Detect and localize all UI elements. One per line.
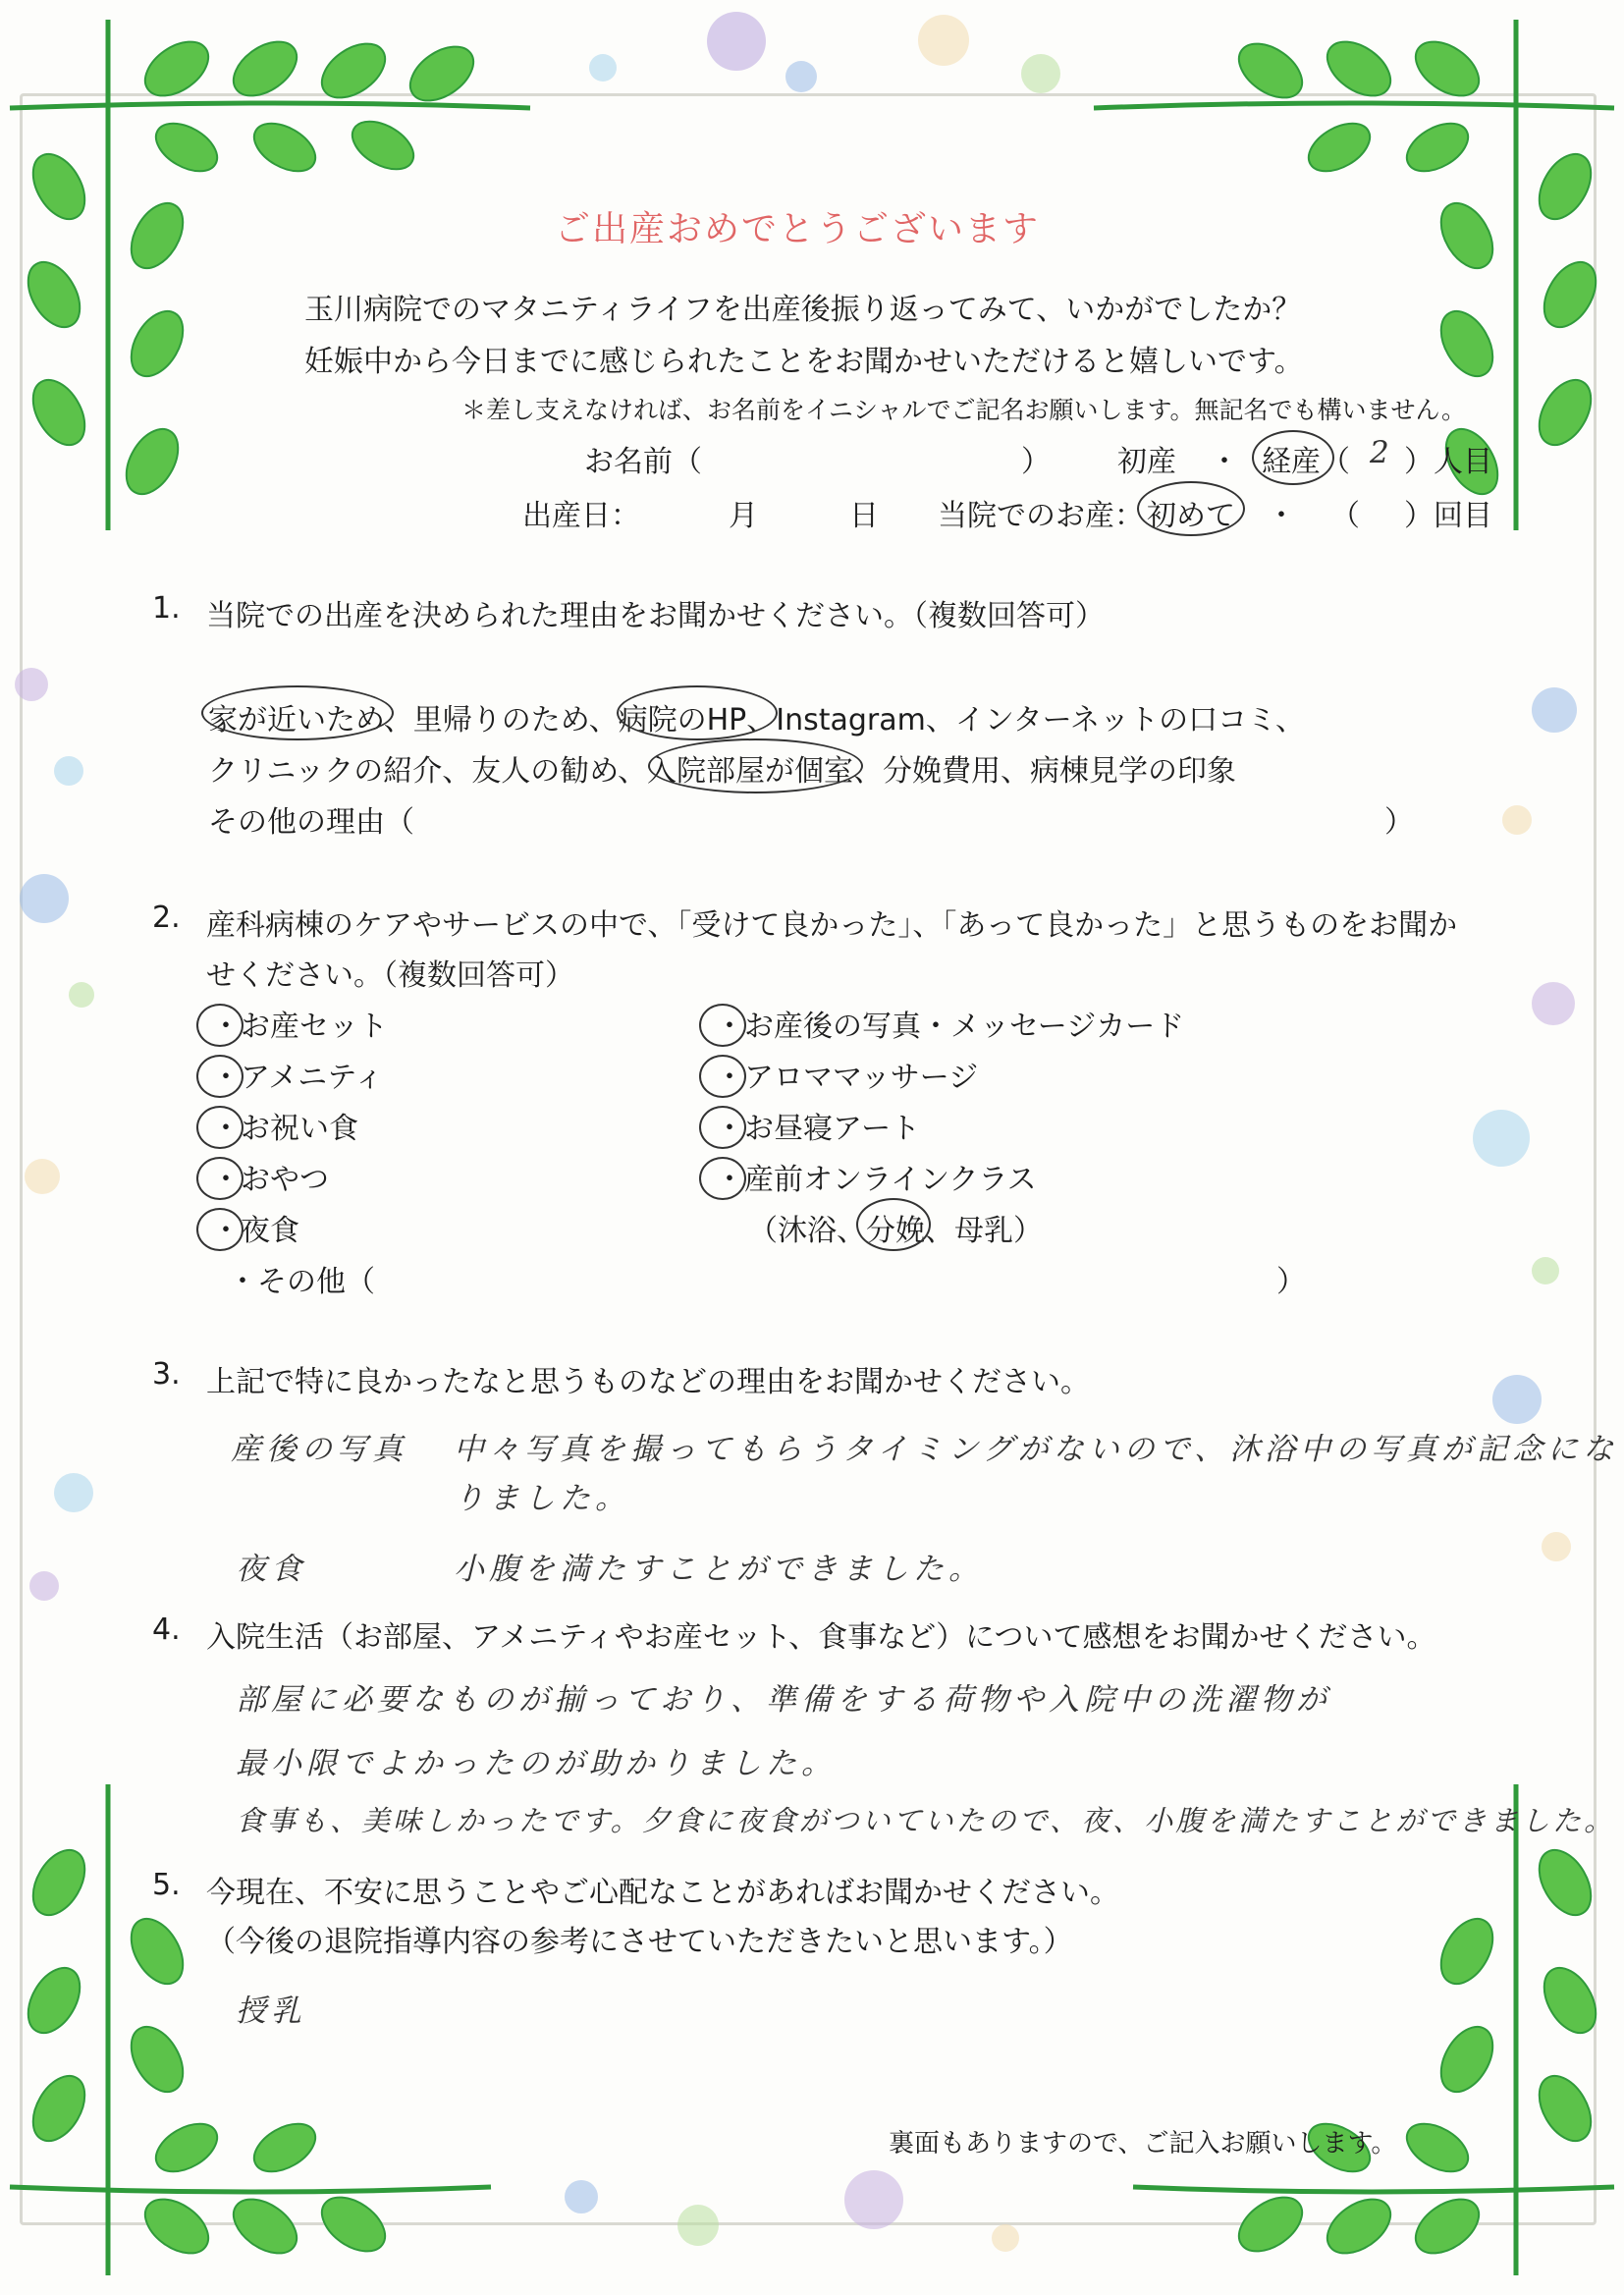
q2-option-celebration-meal[interactable]: ・お祝い食 xyxy=(211,1112,358,1146)
q2-option-nap-art[interactable]: ・お昼寝アート xyxy=(715,1112,921,1146)
q4-answer-3: 食事も、美味しかったです。夕食に夜食がついていたので、夜、小腹を満たすことができました。 xyxy=(236,1804,1616,1837)
option-separator: ・ xyxy=(1210,445,1239,479)
q2-option-amenity[interactable]: ・アメニティ xyxy=(211,1061,384,1095)
q3-number: 3. xyxy=(152,1357,181,1392)
q2-check-photo-card xyxy=(699,1004,746,1047)
multipara-circle-mark xyxy=(1252,430,1334,485)
name-close: ） xyxy=(1021,445,1051,479)
q2-check-nap-art xyxy=(699,1106,746,1149)
q4-number: 4. xyxy=(152,1612,181,1647)
q5-question-line-1: 今現在、不安に思うことやご心配なことがあればお聞かせください。 xyxy=(206,1876,1119,1910)
q1-circle-hospital-hp xyxy=(617,685,778,740)
q2-option-night-meal[interactable]: ・夜食 xyxy=(211,1214,299,1248)
q3-item-1: 産後の写真 xyxy=(231,1432,407,1467)
q3-question: 上記で特に良かったなと思うものなどの理由をお聞かせください。 xyxy=(206,1365,1090,1399)
q1-other-label: その他の理由（ xyxy=(208,805,414,840)
q2-option-online-class[interactable]: ・産前オンラインクラス xyxy=(715,1163,1037,1197)
q5-question-line-2: （今後の退院指導内容の参考にさせていただきたいと思います。） xyxy=(206,1925,1073,1959)
q4-answer-1: 部屋に必要なものが揃っており、準備をする荷物や入院中の洗濯物が xyxy=(236,1682,1331,1718)
q5-answer: 授乳 xyxy=(236,1994,306,2029)
q5-number: 5. xyxy=(152,1868,181,1902)
q1-circle-private-room xyxy=(648,738,863,793)
q1-circle-near-home xyxy=(201,685,394,740)
q1-options-line-1: 家が近いため、里帰りのため、病院のHP、Instagram、インターネットの口コミ、 xyxy=(208,703,1305,738)
q2-other-label: ・その他（ xyxy=(228,1265,375,1299)
primipara-option[interactable]: 初産 xyxy=(1117,445,1176,479)
footer-back-side-note: 裏面もありますので、ご記入お願いします。 xyxy=(889,2129,1397,2158)
q4-answer-2: 最小限でよかったのが助かりました。 xyxy=(236,1746,837,1781)
q2-online-class-detail: （沐浴、分娩、母乳） xyxy=(748,1214,1043,1248)
q2-check-night-meal xyxy=(196,1208,244,1251)
first-time-option[interactable]: 初めて xyxy=(1147,499,1235,533)
q2-option-snacks[interactable]: ・おやつ xyxy=(211,1163,329,1197)
q1-question: 当院での出産を決められた理由をお聞かせください。（複数回答可） xyxy=(206,599,1105,633)
q3-answer-2: 小腹を満たすことができました。 xyxy=(454,1552,984,1587)
birth-month-label: 月 xyxy=(729,499,758,533)
q2-question-line-1: 産科病棟のケアやサービスの中で、「受けて良かった」、「あって良かった」と思うものをお聞か xyxy=(206,908,1458,943)
q2-question-line-2: せください。（複数回答可） xyxy=(206,958,574,993)
multipara-suffix: ）人目 xyxy=(1404,445,1492,479)
q2-option-aroma-massage[interactable]: ・アロママッサージ xyxy=(715,1061,979,1095)
leaf-branch-bottom-right-icon xyxy=(1113,1765,1624,2295)
times-suffix: ）回目 xyxy=(1404,499,1492,533)
initials-note: ＊差し支えなければ、お名前をイニシャルでご記名お願いします。無記名でも構いません。 xyxy=(461,396,1467,424)
q2-check-online-class xyxy=(699,1157,746,1200)
q2-number: 2. xyxy=(152,901,181,935)
q2-check-amenity xyxy=(196,1055,244,1098)
q3-answer-1a: 中々写真を撮ってもらうタイミングがないので、沐浴中の写真が記念にな xyxy=(454,1432,1619,1467)
q1-number: 1. xyxy=(152,591,181,626)
q2-option-birth-set[interactable]: ・お産セット xyxy=(211,1010,388,1044)
multipara-option[interactable]: 経産（ xyxy=(1262,445,1350,479)
q3-item-2: 夜食 xyxy=(236,1552,306,1587)
intro-line-1: 玉川病院でのマタニティライフを出産後振り返ってみて、いかがでしたか？ xyxy=(304,293,1302,327)
birth-day-label: 日 xyxy=(849,499,879,533)
q4-question: 入院生活（お部屋、アメニティやお産セット、食事など）について感想をお聞かせください。 xyxy=(206,1620,1436,1655)
q1-other-close: ） xyxy=(1384,805,1414,840)
leaf-branch-bottom-left-icon xyxy=(0,1765,511,2295)
q2-other-close: ） xyxy=(1276,1265,1306,1299)
first-time-circle-mark xyxy=(1137,481,1245,536)
q2-option-photo-card[interactable]: ・お産後の写真・メッセージカード xyxy=(715,1010,1185,1044)
hospital-births-label: 当院でのお産： xyxy=(938,499,1144,533)
birth-date-label: 出産日： xyxy=(522,499,640,533)
page-title: ご出産おめでとうございます xyxy=(555,209,1041,249)
times-open: （ xyxy=(1330,499,1360,533)
multipara-count: 2 xyxy=(1370,435,1394,470)
intro-line-2: 妊娠中から今日までに感じられたことをお聞かせいただけると嬉しいです。 xyxy=(304,345,1304,379)
q2-check-birth-set xyxy=(196,1004,244,1047)
option-separator-2: ・ xyxy=(1267,499,1296,533)
q2-check-aroma-massage xyxy=(699,1055,746,1098)
q1-options-line-2: クリニックの紹介、友人の勧め、入院部屋が個室、分娩費用、病棟見学の印象 xyxy=(208,754,1236,789)
leaf-branch-top-left-icon xyxy=(0,0,550,550)
q2-circle-delivery xyxy=(856,1198,931,1251)
name-label: お名前（ xyxy=(584,445,702,479)
q2-check-snacks xyxy=(196,1157,244,1200)
q3-answer-1b: りました。 xyxy=(454,1481,630,1516)
q2-check-celebration-meal xyxy=(196,1106,244,1149)
